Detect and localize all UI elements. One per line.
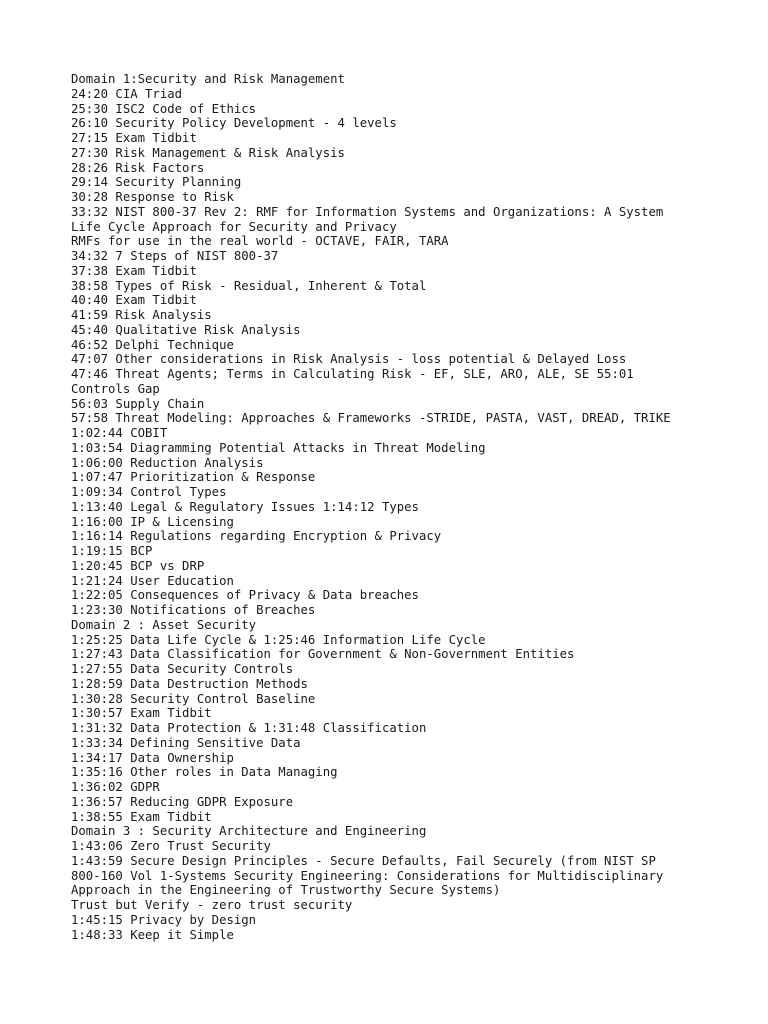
timestamp-entry: 1:33:34 Defining Sensitive Data: [71, 735, 301, 750]
timestamp-entry: 46:52 Delphi Technique: [71, 337, 234, 352]
timestamp-entry: 47:07 Other considerations in Risk Analysis - loss potential & Delayed Loss: [71, 352, 627, 367]
timestamp-entry: 1:25:25 Data Life Cycle & 1:25:46 Information Life Cycle: [71, 632, 486, 647]
timestamp-entry: 29:14 Security Planning: [71, 175, 242, 190]
timestamp-entry: 1:27:55 Data Security Controls: [71, 662, 294, 676]
timestamp-entry: 1:06:00 Reduction Analysis: [71, 455, 264, 470]
timestamp-entry: 40:40 Exam Tidbit: [71, 293, 197, 308]
timestamp-entry: 25:30 ISC2 Code of Ethics: [71, 101, 257, 116]
timestamp-entry: 1:09:34 Control Types: [71, 485, 227, 499]
timestamp-entry: 33:32 NIST 800-37 Rev 2: RMF for Information Systems and Organizations: A System: [71, 204, 664, 219]
timestamp-entry: 1:31:32 Data Protection & 1:31:48 Classification: [71, 721, 427, 735]
domain-heading: Domain 2 : Asset Security: [71, 617, 257, 632]
timestamp-entry: 1:30:28 Security Control Baseline: [71, 691, 316, 706]
timestamp-entry: 1:07:47 Prioritization & Response: [71, 470, 316, 485]
text-line: RMFs for use in the real world - OCTAVE, FAIR, TARA: [71, 234, 449, 249]
timestamp-entry: 1:43:06 Zero Trust Security: [71, 839, 271, 853]
timestamp-entry: 1:02:44 COBIT: [71, 426, 168, 440]
timestamp-entry: 1:22:05 Consequences of Privacy & Data breaches: [71, 588, 419, 603]
timestamp-entry: 1:43:59 Secure Design Principles - Secure Defaults, Fail Securely (from NIST SP: [71, 853, 656, 868]
timestamp-entry: 1:35:16 Other roles in Data Managing: [71, 765, 338, 780]
timestamp-entry: 1:28:59 Data Destruction Methods: [71, 676, 308, 691]
timestamp-entry: 37:38 Exam Tidbit: [71, 263, 197, 278]
timestamp-entry: 1:36:02 GDPR: [71, 780, 160, 794]
timestamp-entry: 1:03:54 Diagramming Potential Attacks in Threat Modeling: [71, 440, 486, 455]
text-line: Life Cycle Approach for Security and Privacy: [71, 219, 397, 234]
timestamp-entry: 1:20:45 BCP vs DRP: [71, 558, 205, 573]
timestamp-entry: 1:30:57 Exam Tidbit: [71, 706, 212, 721]
timestamp-entry: 41:59 Risk Analysis: [71, 308, 212, 322]
timestamp-entry: 1:16:00 IP & Licensing: [71, 514, 234, 529]
timestamp-entry: 1:45:15 Privacy by Design: [71, 912, 257, 927]
document-page: [71, 72, 761, 942]
timestamp-entry: 27:15 Exam Tidbit: [71, 131, 197, 145]
timestamp-entry: 1:13:40 Legal & Regulatory Issues 1:14:12 Types: [71, 499, 419, 514]
timestamp-entry: 1:34:17 Data Ownership: [71, 750, 234, 765]
timestamp-entry: 1:36:57 Reducing GDPR Exposure: [71, 794, 294, 809]
timestamp-entry: 57:58 Threat Modeling: Approaches & Frameworks -STRIDE, PASTA, VAST, DREAD, TRIKE: [71, 411, 671, 426]
timestamp-entry: 1:48:33 Keep it Simple: [71, 927, 234, 942]
timestamp-entry: 56:03 Supply Chain: [71, 396, 205, 411]
timestamp-entry: 28:26 Risk Factors: [71, 160, 205, 175]
timestamp-entry: 1:23:30 Notifications of Breaches: [71, 603, 316, 617]
timestamp-entry: 47:46 Threat Agents; Terms in Calculating Risk - EF, SLE, ARO, ALE, SE 55:01: [71, 367, 634, 381]
timestamp-entry: 1:16:14 Regulations regarding Encryption & Privacy: [71, 529, 442, 544]
timestamp-entry: 34:32 7 Steps of NIST 800-37: [71, 249, 279, 263]
text-line: Trust but Verify - zero trust security: [71, 898, 353, 912]
timestamp-entry: 45:40 Qualitative Risk Analysis: [71, 322, 301, 337]
text-line: Approach in the Engineering of Trustworthy Secure Systems): [71, 883, 501, 898]
timestamp-entry: 1:38:55 Exam Tidbit: [71, 809, 212, 824]
text-line: Controls Gap: [71, 381, 160, 396]
timestamp-entry: 1:19:15 BCP: [71, 544, 153, 558]
timestamp-entry: 30:28 Response to Risk: [71, 190, 234, 204]
timestamp-entry: 38:58 Types of Risk - Residual, Inherent & Total: [71, 278, 427, 293]
timestamp-entry: 1:27:43 Data Classification for Government & Non-Government Entities: [71, 647, 575, 662]
text-line: 800-160 Vol 1-Systems Security Engineering: Considerations for Multidisciplinary: [71, 868, 664, 883]
domain-heading: Domain 1:Security and Risk Management: [71, 72, 345, 86]
domain-heading: Domain 3 : Security Architecture and Engineering: [71, 824, 427, 839]
timestamp-entry: 27:30 Risk Management & Risk Analysis: [71, 145, 345, 160]
timestamp-entry: 26:10 Security Policy Development - 4 levels: [71, 116, 397, 131]
timestamp-entry: 1:21:24 User Education: [71, 573, 234, 588]
timestamp-entry: 24:20 CIA Triad: [71, 86, 183, 101]
